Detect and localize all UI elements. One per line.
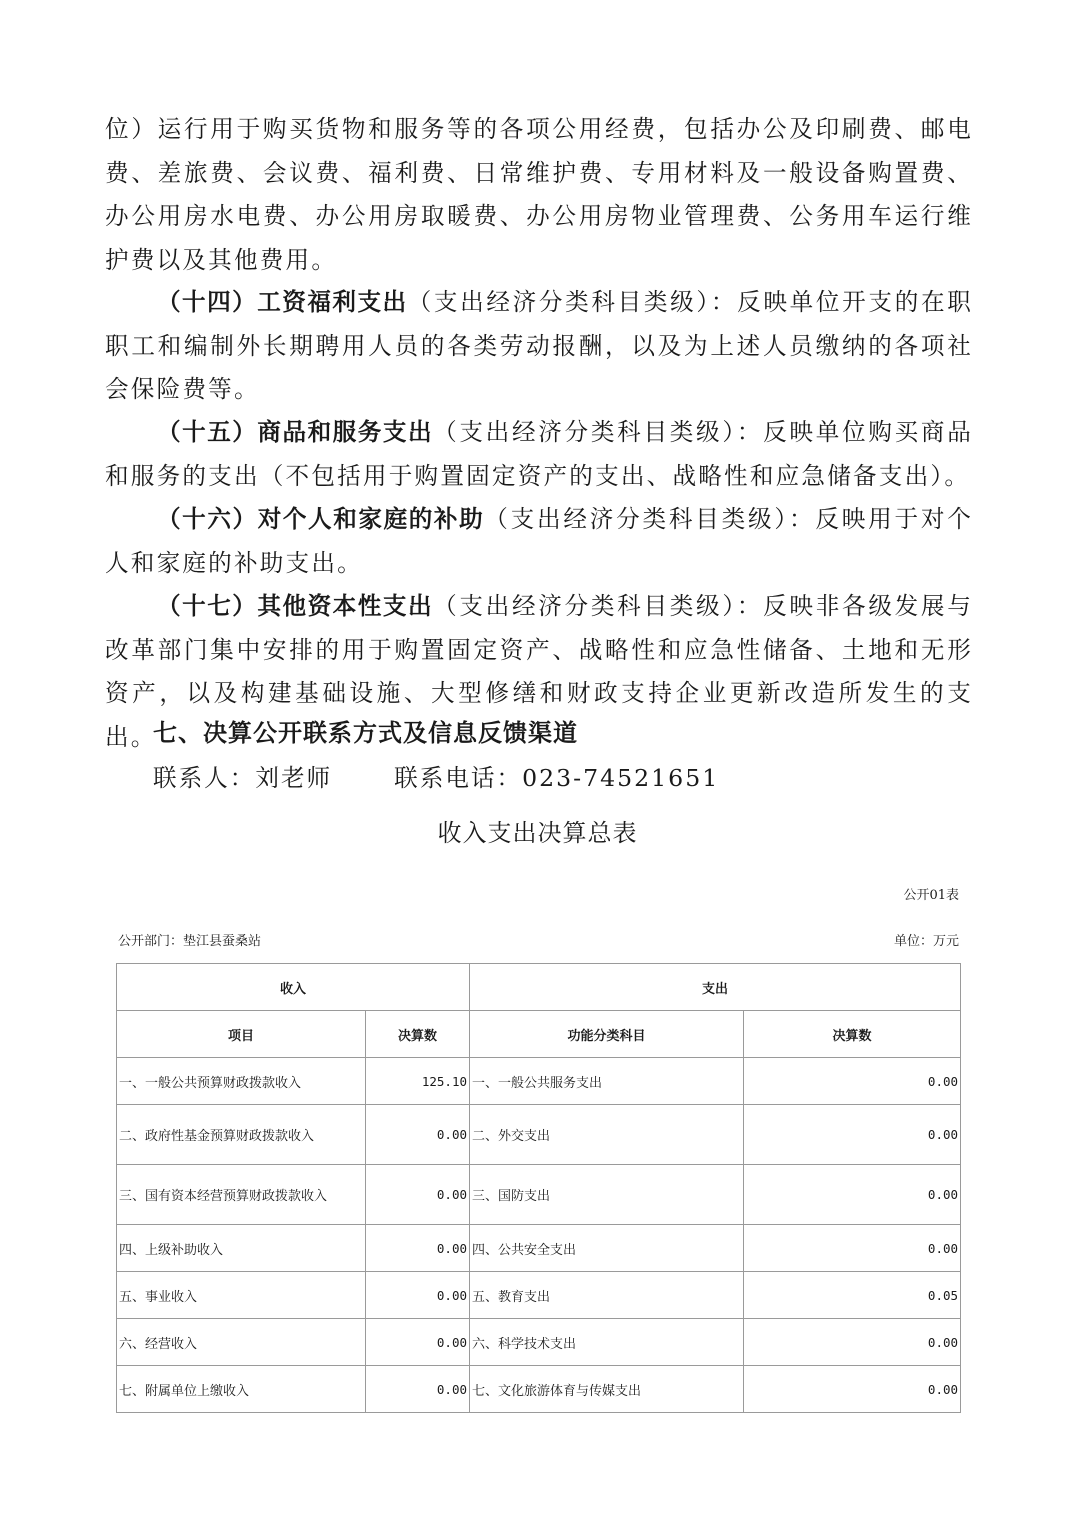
income-item: 六、经营收入 bbox=[117, 1319, 366, 1366]
expense-value: 0.00 bbox=[744, 1225, 961, 1272]
paragraph-heading: （十七）其他资本性支出 bbox=[157, 592, 434, 620]
paragraph-public-funds-continued: 位）运行用于购买货物和服务等的各项公用经费，包括办公及印刷费、邮电费、差旅费、会议费、福利费、日常维护费、专用材料及一般设备购置费、办公用房水电费、办公用房取暖费、办公用房物业管理费、公务用车运行维护费以及其他费用。 bbox=[105, 115, 973, 274]
paragraph-body: （支出经济分类科目类级）：反映单位开支的在职职工和编制外长期聘用人员的各类劳动报酬，以及为上述人员缴纳的各项社会保险费等。 bbox=[105, 288, 974, 403]
unit-label: 单位：万元 bbox=[893, 934, 959, 949]
paragraph-body: （支出经济分类科目类级）：反映非各级发展与改革部门集中安排的用于购置固定资产、战略性和应急性储备、土地和无形资产，以及构建基础设施、大型修缮和财政支持企业更新改造所发生的支出。 bbox=[105, 592, 974, 751]
table-row bbox=[117, 1366, 961, 1413]
table-header-row bbox=[117, 964, 961, 1011]
contact-line bbox=[153, 758, 719, 798]
department-label: 公开部门：垫江县蚕桑站 bbox=[118, 934, 262, 949]
paragraph-heading: （十六）对个人和家庭的补助 bbox=[157, 505, 485, 533]
income-item: 五、事业收入 bbox=[117, 1272, 366, 1319]
expense-item: 六、科学技术支出 bbox=[470, 1319, 744, 1366]
expense-item: 二、外交支出 bbox=[470, 1105, 744, 1165]
expense-item: 七、文化旅游体育与传媒支出 bbox=[470, 1366, 744, 1413]
col-item: 项目 bbox=[117, 1011, 366, 1058]
paragraph-body: （支出经济分类科目类级）：反映单位购买商品和服务的支出（不包括用于购置固定资产的支出、战略性和应急储备支出）。 bbox=[105, 418, 974, 490]
paragraph-heading: （十四）工资福利支出 bbox=[157, 288, 408, 316]
expense-item: 三、国防支出 bbox=[470, 1165, 744, 1225]
expense-item: 一、一般公共服务支出 bbox=[470, 1058, 744, 1105]
expense-item: 四、公共安全支出 bbox=[470, 1225, 744, 1272]
expense-value: 0.00 bbox=[744, 1105, 961, 1165]
paragraph-household-subsidies bbox=[105, 498, 973, 585]
income-item: 二、政府性基金预算财政拨款收入 bbox=[117, 1105, 366, 1165]
income-item: 七、附属单位上缴收入 bbox=[117, 1366, 366, 1413]
table-row bbox=[117, 1058, 961, 1105]
col-amount2: 决算数 bbox=[744, 1011, 961, 1058]
paragraph-heading: （十五）商品和服务支出 bbox=[157, 418, 434, 446]
form-number: 公开01表 bbox=[903, 888, 959, 903]
header-income: 收入 bbox=[117, 964, 470, 1011]
expense-value: 0.00 bbox=[744, 1319, 961, 1366]
table-row bbox=[117, 1165, 961, 1225]
table-row bbox=[117, 1225, 961, 1272]
paragraph-wages-welfare bbox=[105, 281, 973, 412]
paragraph-body: （支出经济分类科目类级）：反映用于对个人和家庭的补助支出。 bbox=[105, 505, 974, 577]
expense-value: 0.00 bbox=[744, 1165, 961, 1225]
income-value: 125.10 bbox=[366, 1058, 470, 1105]
income-value: 0.00 bbox=[366, 1366, 470, 1413]
table-row bbox=[117, 1319, 961, 1366]
table-row bbox=[117, 1105, 961, 1165]
income-expense-table bbox=[116, 963, 961, 1413]
expense-value: 0.00 bbox=[744, 1058, 961, 1105]
table-row bbox=[117, 1272, 961, 1319]
income-value: 0.00 bbox=[366, 1319, 470, 1366]
income-value: 0.00 bbox=[366, 1165, 470, 1225]
income-item: 三、国有资本经营预算财政拨款收入 bbox=[117, 1165, 366, 1225]
income-value: 0.00 bbox=[366, 1105, 470, 1165]
table-subheader-row bbox=[117, 1011, 961, 1058]
col-function: 功能分类科目 bbox=[470, 1011, 744, 1058]
income-item: 一、一般公共预算财政拨款收入 bbox=[117, 1058, 366, 1105]
expense-value: 0.00 bbox=[744, 1366, 961, 1413]
income-value: 0.00 bbox=[366, 1272, 470, 1319]
income-value: 0.00 bbox=[366, 1225, 470, 1272]
table-title: 收入支出决算总表 bbox=[437, 819, 638, 847]
income-item: 四、上级补助收入 bbox=[117, 1225, 366, 1272]
header-expense: 支出 bbox=[470, 964, 961, 1011]
expense-item: 五、教育支出 bbox=[470, 1272, 744, 1319]
section-heading-contact: 七、决算公开联系方式及信息反馈渠道 bbox=[153, 719, 578, 747]
col-amount: 决算数 bbox=[366, 1011, 470, 1058]
paragraph-goods-services bbox=[105, 411, 973, 498]
expense-value: 0.05 bbox=[744, 1272, 961, 1319]
contact-phone: 联系电话：023-74521651 bbox=[394, 764, 720, 792]
contact-person: 联系人：刘老师 bbox=[153, 764, 333, 792]
